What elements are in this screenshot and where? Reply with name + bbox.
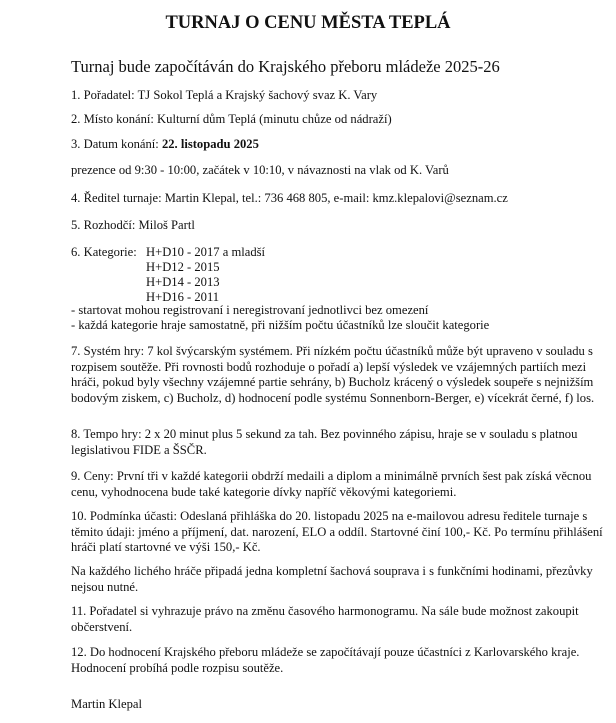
- category-note: - každá kategorie hraje samostatně, při nižším počtu účastníků lze sloučit kategorie: [71, 318, 490, 332]
- date-label: 3. Datum konání:: [71, 137, 162, 151]
- category: H+D16 - 2011: [146, 290, 220, 304]
- item-evaluation: 12. Do hodnocení Krajského přeboru mládeže se započítávají pouze účastníci z Karlovarského kraje. Hodnocení probíhá podle rozpisu soutěže.: [71, 645, 580, 675]
- category: H+D12 - 2015: [146, 260, 220, 274]
- item-conditions: 10. Podmínka účasti: Odeslaná přihláška do 20. listopadu 2025 na e-mailovou adresu ředitele turnaje s těmito údaji: jméno a příjmení, dat. narození, ELO a oddíl. Startovné činí 100,- Kč. Po termínu přihlášení hráči platí startovné ve výši 150,- Kč.: [71, 509, 603, 555]
- item-schedule: prezence od 9:30 - 10:00, začátek v 10:10, v návaznosti na vlak od K. Varů: [71, 163, 449, 177]
- item-tempo: 8. Tempo hry: 2 x 20 minut plus 5 sekund za tah. Bez povinného zápisu, hraje se v souladu s platnou legislativou FIDE a ŠSČR.: [71, 427, 578, 457]
- subtitle: Turnaj bude započítáván do Krajského přeboru mládeže 2025-26: [71, 57, 500, 76]
- item-equipment: Na každého lichého hráče připadá jedna kompletní šachová souprava i s funkčními hodinami, přezůvky nejsou nutné.: [71, 564, 593, 594]
- item-director: 4. Ředitel turnaje: Martin Klepal, tel.: 736 468 805, e-mail: kmz.klepalovi@seznam.cz: [71, 191, 508, 205]
- item-schedule-change: 11. Pořadatel si vyhrazuje právo na změnu časového harmonogramu. Na sále bude možnost zakoupit občerstvení.: [71, 604, 579, 634]
- category-note: - startovat mohou registrovaní i neregistrovaní jednotlivci bez omezení: [71, 303, 429, 317]
- item-date: [71, 137, 611, 153]
- item-prizes: 9. Ceny: První tři v každé kategorii obdrží medaili a diplom a minimálně prvních šest pak získá věcnou cenu, vyhodnocena bude také kategorie dívky napříč věkovými kategoriemi.: [71, 469, 592, 499]
- date-value: 22. listopadu 2025: [161, 137, 259, 151]
- item-venue: 2. Místo konání: Kulturní dům Teplá (minutu chůze od nádraží): [71, 112, 392, 126]
- item-organizer: 1. Pořadatel: TJ Sokol Teplá a Krajský šachový svaz K. Vary: [71, 88, 378, 102]
- item-categories-label: 6. Kategorie:: [71, 245, 137, 259]
- item-referee: 5. Rozhodčí: Miloš Partl: [71, 218, 195, 232]
- signature: Martin Klepal: [71, 697, 142, 711]
- item-system: 7. Systém hry: 7 kol švýcarským systémem. Při nízkém počtu účastníků může být upraveno v souladu s rozpisem soutěže. Při rovnosti bodů rozhoduje o pořadí a) lepší výsledek ve vzájemných partiích mezi hráči, pokud byly všechny vzájemné partie sehrány, b) Bucholz krácený o výsledek soupeře s nejnižším bodovým ziskem, c) Bucholz, d) hodnocení podle systému Sonnenborn-Berger, e) vícekrát černé, f) los.: [71, 344, 595, 405]
- category: H+D14 - 2013: [146, 275, 220, 289]
- category: H+D10 - 2017 a mladší: [146, 245, 266, 259]
- document-title: TURNAJ O CENU MĚSTA TEPLÁ: [165, 13, 451, 33]
